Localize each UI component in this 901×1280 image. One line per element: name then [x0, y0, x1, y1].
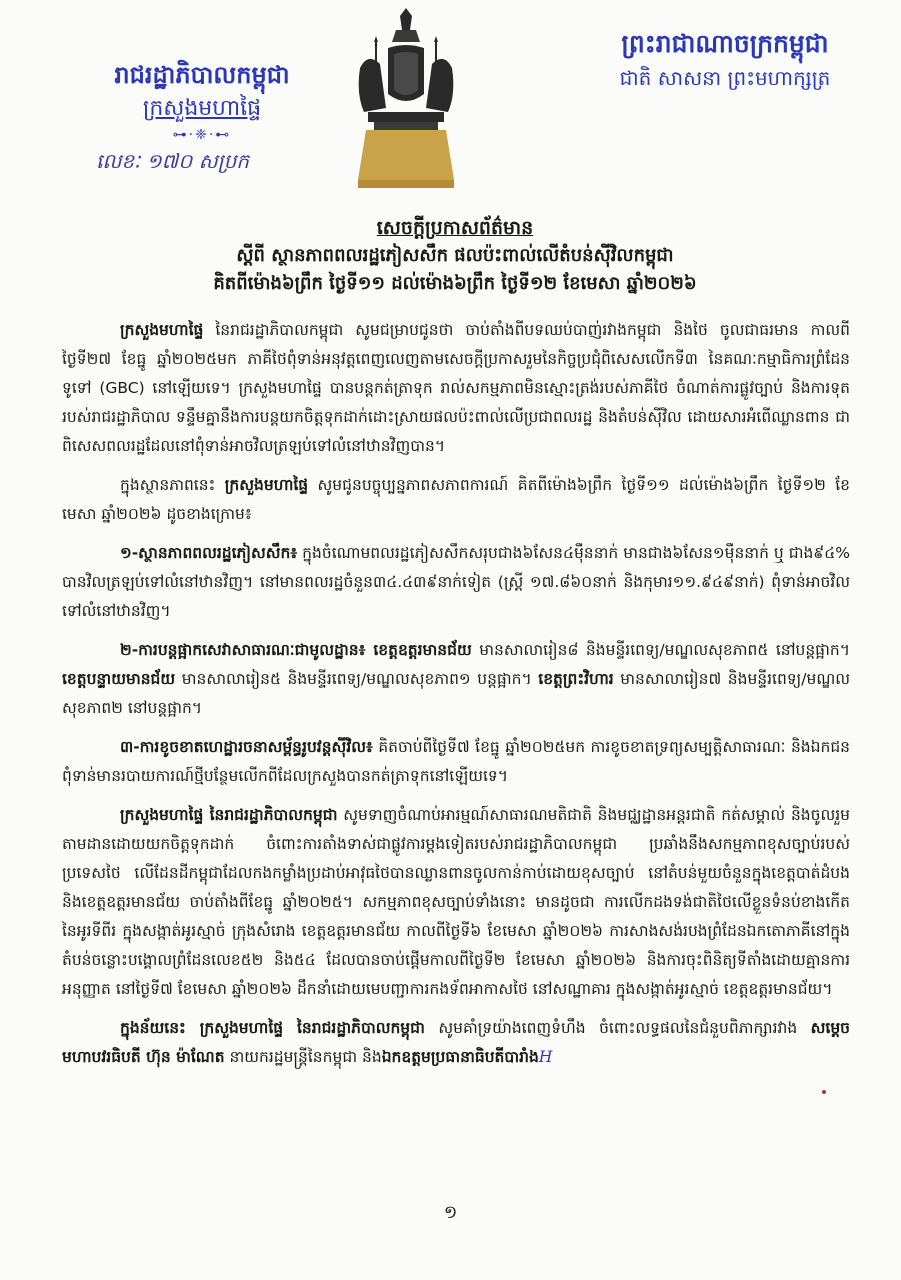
paragraph-text: នៃរាជរដ្ឋាភិបាលកម្ពុជា សូមជម្រាបជូនថា ចាប់តាំងពីបទឈប់បាញ់រវាងកម្ពុជា និងថៃ ចូលជាធរមាន កាលពីថ្ងៃទី២៧ ខែធ្នូ ឆ្នាំ២០២៥មក ភាគីថៃពុំទាន់អនុវត្តពេញលេញតាមសេចក្តីប្រកាសរួមនៃកិច្ចប្រជុំពិសេសលើកទី៣ នៃគណៈកម្មាធិការព្រំដែនទូទៅ (GBC) នៅឡើយទេ។ ក្រសួងមហាផ្ទៃ បានបន្តកត់ត្រាទុក រាល់សកម្មភាពមិនស្មោះត្រង់របស់ភាគីថៃ ចំណាត់ការផ្លូវច្បាប់ និងការទុតរបស់រាជរដ្ឋាភិបាល ទន្ទឹមគ្នានឹងការបន្តយកចិត្តទុកដាក់ដោះស្រាយផលប៉ះពាល់លើប្រជាពលរដ្ឋ និងតំបន់ស៊ីវិល ដោយសារអំពើឈ្លានពាន ជាពិសេសពលរដ្ឋដែលនៅពុំទាន់អាចវិលត្រឡប់ទៅលំនៅឋានវិញបាន។ [62, 321, 850, 455]
paragraph-1 [62, 316, 850, 461]
paragraph-text: មានសាលារៀន៥ និងមន្ទីរពេទ្យ/មណ្ឌលសុខភាព១ បន្តផ្អាក។ [175, 670, 539, 688]
ornament-divider: ⊶·❈·⊷ [172, 127, 232, 143]
handwritten-initial: H [538, 1048, 553, 1066]
ministry-name: ក្រសួងមហាផ្ទៃ [142, 96, 262, 121]
paragraph-text: សូមគាំទ្រយ៉ាងពេញទំហឹង ចំពោះលទ្ធផលនៃជំនួបពិភាក្សារវាង [424, 1019, 811, 1037]
paragraph-7 [62, 1014, 850, 1072]
header-left [52, 58, 352, 144]
paragraph-lead: ឯកឧត្តមប្រធានាធិបតីបារាំង [381, 1048, 539, 1066]
paragraph-5 [62, 733, 850, 791]
paragraph-lead: ក្រសួងមហាផ្ទៃ [224, 476, 309, 494]
royal-coat-of-arms-icon [346, 8, 466, 198]
paragraph-text: ក្នុងស្ថានភាពនេះ [120, 476, 225, 494]
kingdom-name: ព្រះរាជាណាចក្រកម្ពុជា [621, 29, 829, 58]
paragraph-text: ក្នុងចំណោមពលរដ្ឋភៀសសឹកសរុបជាង៦សែន៤ម៉ឺននាក់ មានជាង៦សែន១ម៉ឺននាក់ ឬ ជាង៩៤% បានវិលត្រឡប់ទៅលំនៅឋានវិញ។ នៅមានពលរដ្ឋចំនួន៣៤.៤៣៩នាក់ទៀត (ស្ត្រី ១៧.៨៦០នាក់ និងកុមារ១១.៩៤៩នាក់) ពុំទាន់អាចវិលទៅលំនៅឋានវិញ។ [62, 544, 850, 620]
paragraph-lead: ក្រសួងមហាផ្ទៃ [120, 321, 204, 339]
page-number: ១ [443, 1202, 458, 1223]
paragraph-lead: ១-ស្ថានភាពពលរដ្ឋភៀសសឹក៖ [120, 544, 298, 562]
paragraph-text: គិតចាប់ពីថ្ងៃទី៧ ខែធ្នូ ឆ្នាំ២០២៥មក ការខូចខាតទ្រព្យសម្បត្តិសាធារណៈ និងឯកជន ពុំទាន់មានរបាយការណ៍ថ្មីបន្ថែមលើកពីដែលក្រសួងបានកត់ត្រាទុកនៅឡើយទេ។ [62, 738, 850, 785]
reference-number: លេខៈ ១៧០ សប្រក [96, 149, 249, 173]
paragraph-4 [62, 636, 850, 723]
paragraph-6 [62, 801, 850, 1004]
paragraph-text: នាយករដ្ឋមន្ត្រីនៃកម្ពុជា និង [224, 1048, 382, 1066]
paragraph-lead: ៣-ការខូចខាតហេដ្ឋារចនាសម្ព័ន្ធរូបវន្តស៊ីវិល៖ [120, 738, 373, 756]
scan-artifact [822, 1090, 826, 1094]
document-title: សេចក្តីប្រកាសព័ត៌មាន [376, 217, 534, 239]
paragraph-2 [62, 471, 850, 529]
header-right [590, 26, 860, 94]
paragraph-text: មានសាលារៀន៧ និងមន្ទីរពេទ្យ/មណ្ឌលសុខភាព២ នៅបន្តផ្អាក។ [62, 670, 851, 717]
paragraph-lead: ក្រសួងមហាផ្ទៃ នៃរាជរដ្ឋាភិបាលកម្ពុជា [120, 806, 338, 824]
national-motto: ជាតិ សាសនា ព្រះមហាក្សត្រ [619, 66, 831, 90]
document-period: គិតពីម៉ោង៦ព្រឹក ថ្ងៃទី១១ ដល់ម៉ោង៦ព្រឹក ថ្ងៃទី១២ ខែមេសា ឆ្នាំ២០២៦ [213, 273, 697, 294]
document-subject: ស្តីពី ស្ថានភាពពលរដ្ឋភៀសសឹក ផលប៉ះពាល់លើតំបន់ស៊ីវិលកម្ពុជា [236, 245, 674, 266]
paragraph-lead: ខេត្តបន្ទាយមានជ័យ [62, 670, 176, 688]
paragraph-lead: ក្នុងន័យនេះ ក្រសួងមហាផ្ទៃ នៃរាជរដ្ឋាភិបាលកម្ពុជា [120, 1019, 425, 1037]
paragraph-text: សូមទាញចំណាប់អារម្មណ៍សាធារណមតិជាតិ និងមជ្ឈដ្ឋានអន្តរជាតិ កត់សម្គាល់ និងចូលរួមតាមដានដោយយកចិត្តទុកដាក់ ចំពោះការតាំងទាស់ជាផ្លូវការម្តងទៀតរបស់រាជរដ្ឋាភិបាលកម្ពុជា ប្រឆាំងនឹងសកម្មភាពខុសច្បាប់របស់ប្រទេសថៃ លើដែនដីកម្ពុជាដែលកងកម្លាំងប្រដាប់អាវុធថៃបានឈ្លានពានចូលកាន់កាប់ដោយខុសច្បាប់ នៅតំបន់មួយចំនួនក្នុងខេត្តបាត់ដំបង និងខេត្តឧត្តរមានជ័យ ចាប់តាំងពីខែធ្នូ ឆ្នាំ២០២៥។ សកម្មភាពខុសច្បាប់ទាំងនោះ មានដូចជា ការលើកដងទង់ជាតិថៃលើខ្លួនទំនប់ខាងកើតនៃអូរទីពីរ ក្នុងសង្កាត់អូរស្មាច់ ក្រុងសំរោង ខេត្តឧត្តរមានជ័យ កាលពីថ្ងៃទី៦ ខែមេសា ឆ្នាំ២០២៦ ការសាងសង់របងព្រំដែនឯកតោភាគីនៅក្នុងតំបន់ចន្លោះបង្គោលព្រំដែនលេខ៥២ និង៥៤ ដែលបានចាប់ផ្តើមកាលពីថ្ងៃទី២ ខែមេសា ឆ្នាំ២០២៦ និងការចុះពិនិត្យទីតាំងដោយគ្មានការអនុញ្ញាត នៅថ្ងៃទី៧ ខែមេសា ឆ្នាំ២០២៦ ដឹកនាំដោយមេបញ្ជាការកងទ័ពអាកាសថៃ នៅសណ្ឋាគារ ក្នុងសង្កាត់អូរស្មាច់ ខេត្តឧត្តរមានជ័យ។ [62, 806, 851, 998]
government-name: រាជរដ្ឋាភិបាលកម្ពុជា [114, 61, 290, 89]
title-block [60, 214, 850, 298]
paragraph-text: សូមជូនបច្ចុប្បន្នភាពសភាពការណ៍ គិតពីម៉ោង៦ព្រឹក ថ្ងៃទី១១ ដល់ម៉ោង៦ព្រឹក ថ្ងៃទី១២ ខែមេសា ឆ្នាំ២០២៦ ដូចខាងក្រោម៖ [62, 476, 851, 523]
paragraph-lead: ២-ការបន្តផ្អាកសេវាសាធារណៈជាមូលដ្ឋាន៖ ខេត្តឧត្តរមានជ័យ [120, 641, 472, 659]
paragraph-lead: សម្តេចមហាបវរធិបតី ហ៊ុន ម៉ាណែត [62, 1019, 851, 1066]
paragraph-text: មានសាលារៀន៨ និងមន្ទីរពេទ្យ/មណ្ឌលសុខភាព៥ នៅបន្តផ្អាក។ [471, 641, 850, 659]
paragraph-lead: ខេត្តព្រះវិហារ [538, 670, 614, 688]
document-body [62, 316, 850, 1082]
paragraph-3 [62, 539, 850, 626]
